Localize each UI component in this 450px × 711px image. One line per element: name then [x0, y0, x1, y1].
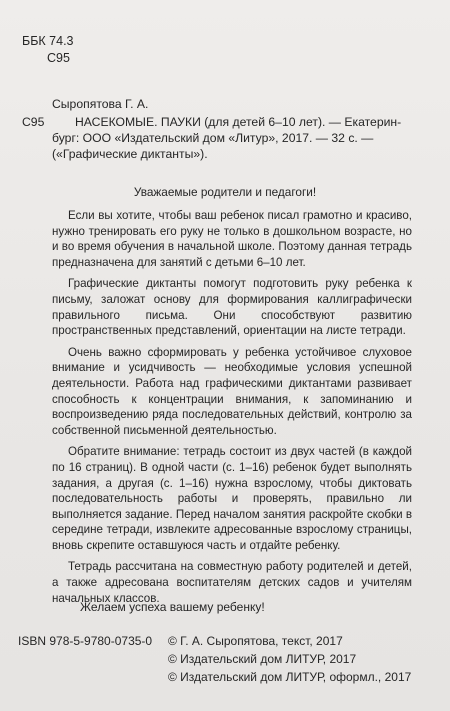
bibliographic-line-3: («Графические диктанты»). — [52, 147, 208, 161]
paragraph: Если вы хотите, чтобы ваш ребенок писал грамотно и красиво, нужно тренировать его руку не только в дошкольном возрасте, но и во время обучения в начальной школе. Поэтому данная тетрадь предназначена для занятий с детьми 6–10 лет. — [52, 209, 412, 269]
isbn: ISBN 978-5-9780-0735-0 — [18, 634, 153, 648]
copyright-author: © Г. А. Сыропятова, текст, 2017 — [168, 634, 343, 648]
paragraph: Очень важно сформировать у ребенка устойчивое слуховое внимание и усидчивость — необходимые условия успешной деятельности. Работа над графическими диктантами развивает способность к концентрации внимания, к запоминанию и воспроизведению ряда последовательных действий, контролю за собственной письменной деятельностью. — [52, 345, 412, 437]
bibliographic-line-1: НАСЕКОМЫЕ. ПАУКИ (для детей 6–10 лет). — Екатерин- — [75, 115, 402, 129]
bbk-index: ББК 74.3 — [22, 34, 74, 48]
copyright-publisher: © Издательский дом ЛИТУР, 2017 — [168, 652, 357, 666]
paragraph: Графические диктанты помогут подготовить руку ребенка к письму, заложат основу для формирования каллиграфически правильного письма. Они способствуют развитию пространственных представлений, ориентации на листе тетради. — [52, 277, 412, 338]
author-code: С95 — [22, 115, 45, 129]
salutation: Уважаемые родители и педагоги! — [133, 185, 317, 199]
paragraph: Тетрадь рассчитана на совместную работу родителей и детей, а также адресована воспитателям детских садов и учителям начальных классов. — [52, 560, 412, 605]
copyright-design: © Издательский дом ЛИТУР, оформл., 2017 — [168, 670, 412, 684]
author-line: Сыропятова Г. А. — [52, 97, 149, 111]
bibliographic-line-2: бург: ООО «Издательский дом «Литур», 2017. — 32 с. — — [52, 131, 374, 145]
closing-wish: Желаем успеха вашему ребенку! — [80, 600, 265, 614]
paragraph: Обратите внимание: тетрадь состоит из двух частей (в каждой по 16 страниц). В одной части (с. 1–16) ребенок будет выполнять задания, а другая (с. 1–16) нужна взрослому, чтобы диктовать последовательность работы и проверять, правильно ли выполняется задание. Перед началом занятия раскройте скобки в середине тетради, извлеките адресованные взрослому страницы, вновь скрепите оставшуюся часть и отдайте ребенку. — [52, 445, 412, 552]
body-text — [52, 208, 412, 612]
author-code-top: С95 — [47, 51, 70, 65]
